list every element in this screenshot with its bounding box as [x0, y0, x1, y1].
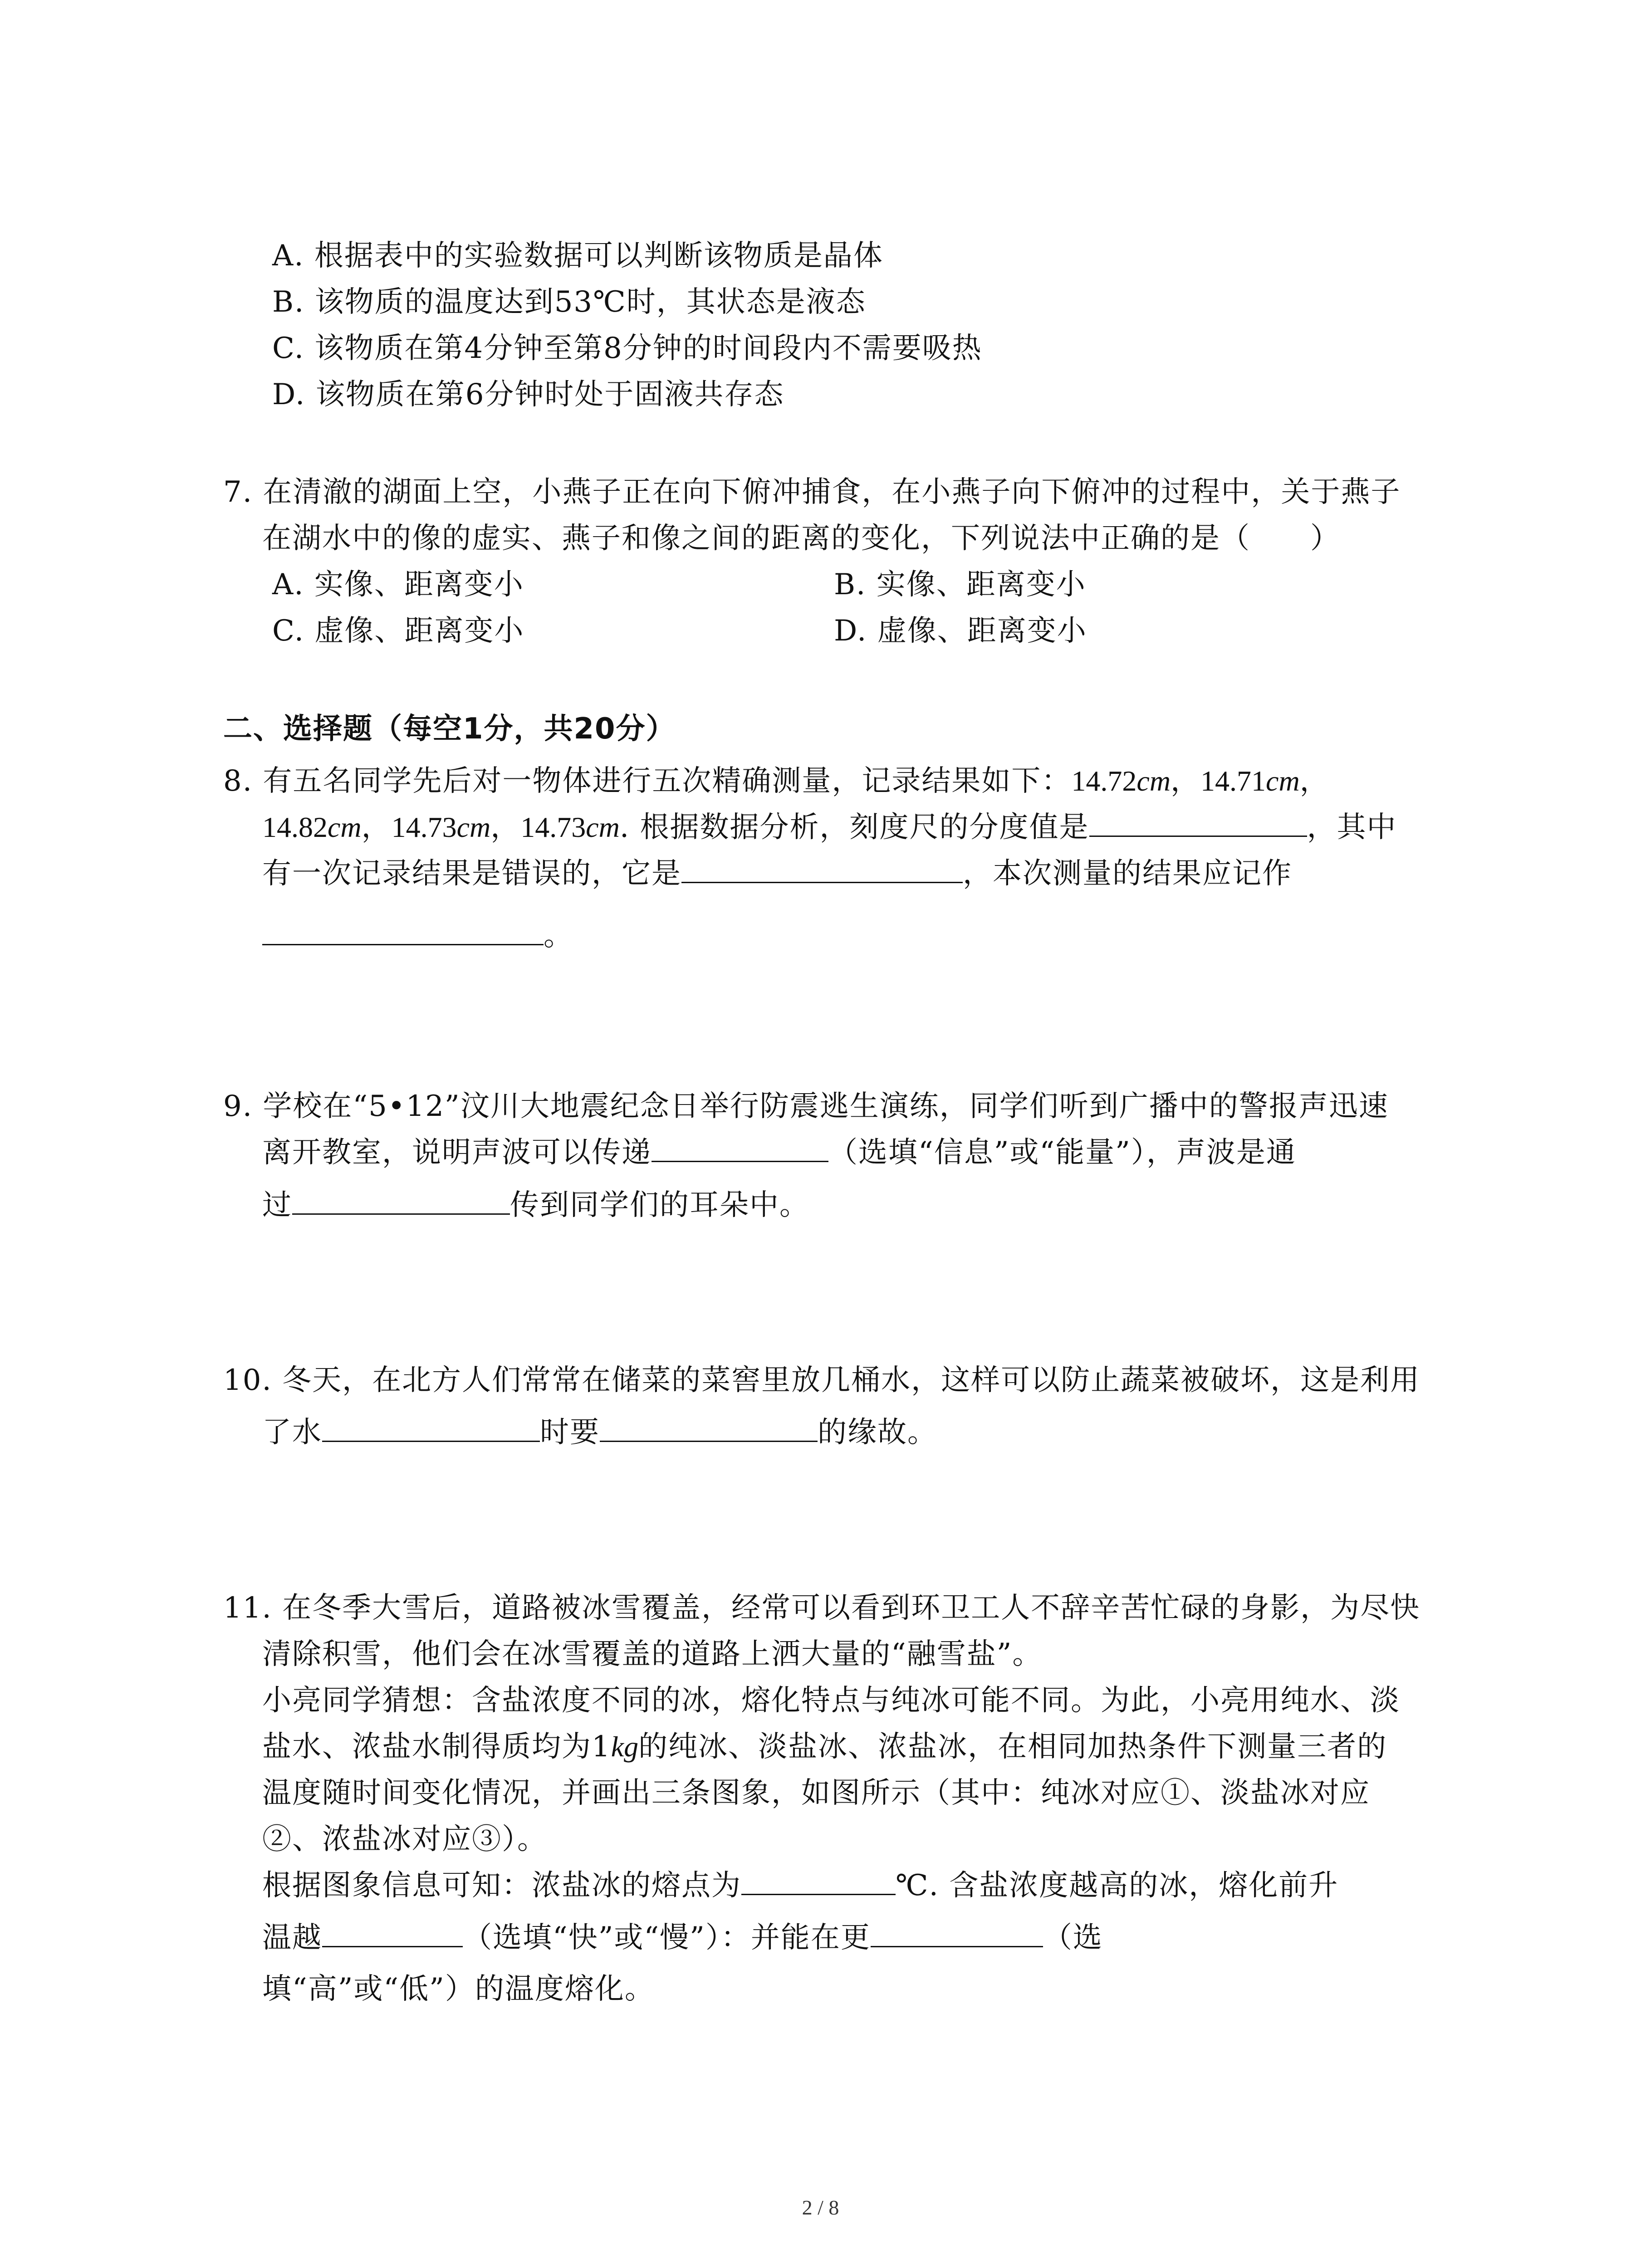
q8-unit-2: cm [1266, 765, 1300, 797]
q9-line2-text: 离开教室，说明声波可以传递 [262, 1136, 652, 1169]
q7-option-c: C. 虚像、距离变小 [272, 614, 524, 648]
q6-option-a: A. 根据表中的实验数据可以判断该物质是晶体 [272, 239, 883, 273]
q8-unit-5: cm [586, 811, 620, 843]
q11-line8 [262, 1920, 1103, 1956]
q8-line4 [262, 918, 573, 954]
q10-line2 [262, 1414, 937, 1451]
q8-result-text: ，本次测量的结果应记作 [963, 857, 1292, 890]
q8-unit-1: cm [1136, 765, 1171, 797]
q8-measure-4: 14.73 [391, 811, 457, 843]
q7-option-d: D. 虚像、距离变小 [834, 614, 1087, 648]
q11-line3: 小亮同学猜想：含盐浓度不同的冰，熔化特点与纯冰可能不同。为此，小亮用纯水、淡 [262, 1684, 1400, 1717]
q7-stem-line1: 7. 在清澈的湖面上空，小燕子正在向下俯冲捕食，在小燕子向下俯冲的过程中，关于燕子 [223, 475, 1401, 509]
q7-option-a: A. 实像、距离变小 [272, 568, 524, 601]
q11-blank-speed[interactable] [322, 1920, 463, 1947]
q8-sep-4: ， [490, 811, 521, 844]
q11-mass-unit: kg [611, 1730, 639, 1763]
q8-sep-3: ， [361, 811, 392, 844]
section-2-title: 二、选择题（每空1分，共20分） [223, 712, 676, 746]
q11-line6: ②、浓盐冰对应③）。 [262, 1823, 547, 1856]
q11-line2: 清除积雪，他们会在冰雪覆盖的道路上洒大量的“融雪盐”。 [262, 1637, 1043, 1671]
q8-measure-2: 14.71 [1200, 765, 1266, 797]
q10-line2-text: 了水 [262, 1416, 322, 1449]
q10-blank-process[interactable] [322, 1414, 540, 1442]
q9-line1: 9. 学校在“5•12”汶川大地震纪念日举行防震逃生演练，同学们听到广播中的警报声迅速 [223, 1090, 1389, 1123]
q9-line2 [262, 1134, 1296, 1171]
q8-measure-5: 14.73 [520, 811, 586, 843]
q11-blank-temperature[interactable] [871, 1920, 1043, 1947]
q10-line1: 10. 冬天，在北方人们常常在储菜的菜窖里放几桶水，这样可以防止蔬菜被破坏，这是利用 [223, 1364, 1421, 1397]
q8-blank-wrong-record[interactable] [681, 855, 963, 883]
q8-analysis-text: . 根据数据分析，刻度尺的分度值是 [619, 811, 1089, 844]
q8-line2 [262, 809, 1397, 846]
q9-line2-end: （选填“信息”或“能量”），声波是通 [828, 1136, 1296, 1169]
q7-option-b: B. 实像、距离变小 [834, 568, 1086, 601]
q10-blank-heat[interactable] [600, 1414, 818, 1442]
q8-line1 [223, 763, 1330, 799]
q9-line3 [262, 1187, 809, 1223]
q8-line3 [262, 855, 1292, 892]
q11-line4 [262, 1729, 1387, 1765]
q8-sep-1: ， [1171, 764, 1201, 798]
q11-line7-end: ℃. 含盐浓度越高的冰，熔化前升 [896, 1869, 1339, 1902]
q8-measure-1: 14.72 [1071, 765, 1137, 797]
q11-line7-text: 根据图象信息可知：浓盐冰的熔点为 [262, 1869, 741, 1902]
q8-line2-end: ，其中 [1307, 811, 1397, 844]
q8-unit-3: cm [328, 811, 362, 843]
q8-line4-end: 。 [544, 919, 573, 953]
q11-line7 [262, 1867, 1338, 1904]
q6-option-c: C. 该物质在第4分钟至第8分钟的时间段内不需要吸热 [272, 332, 982, 365]
q10-line2-mid: 时要 [540, 1416, 600, 1449]
q8-blank-final-result[interactable] [262, 918, 544, 945]
q6-option-b: B. 该物质的温度达到53℃时，其状态是液态 [272, 285, 866, 319]
q9-blank-transmit[interactable] [652, 1134, 828, 1162]
q9-line3-text: 过 [262, 1188, 292, 1222]
q11-line5: 温度随时间变化情况，并画出三条图象，如图所示（其中：纯冰对应①、淡盐冰对应 [262, 1776, 1370, 1810]
q8-intro: 8. 有五名同学先后对一物体进行五次精确测量，记录结果如下： [223, 764, 1072, 798]
q11-line1: 11. 在冬季大雪后，道路被冰雪覆盖，经常可以看到环卫工人不辞辛苦忙碌的身影，为尽快 [223, 1591, 1421, 1625]
q10-line2-end: 的缘故。 [818, 1416, 937, 1449]
q11-line8-mid: （选填“快”或“慢”）：并能在更 [463, 1921, 871, 1955]
q8-sep-2: ， [1299, 764, 1330, 798]
page-number: 2 / 8 [802, 2196, 839, 2219]
q9-line3-end: 传到同学们的耳朵中。 [510, 1188, 809, 1222]
q11-line4-text: 盐水、浓盐水制得质均为1 [262, 1730, 611, 1764]
q8-measure-3: 14.82 [262, 811, 328, 843]
q7-stem-line2: 在湖水中的像的虚实、燕子和像之间的距离的变化，下列说法中正确的是（ ） [262, 522, 1340, 555]
q6-option-d: D. 该物质在第6分钟时处于固液共存态 [272, 378, 784, 411]
q8-blank-division-value[interactable] [1089, 809, 1307, 837]
q8-unit-4: cm [456, 811, 491, 843]
q11-line9: 填“高”或“低”）的温度熔化。 [262, 1972, 655, 2006]
q11-line4-end: 的纯冰、淡盐冰、浓盐冰，在相同加热条件下测量三者的 [638, 1730, 1387, 1764]
q11-blank-melting-point[interactable] [741, 1867, 896, 1895]
q9-blank-medium[interactable] [292, 1187, 510, 1215]
q8-error-text: 有一次记录结果是错误的，它是 [262, 857, 681, 890]
q11-line8-text: 温越 [262, 1921, 322, 1955]
q11-line8-end: （选 [1043, 1921, 1103, 1955]
